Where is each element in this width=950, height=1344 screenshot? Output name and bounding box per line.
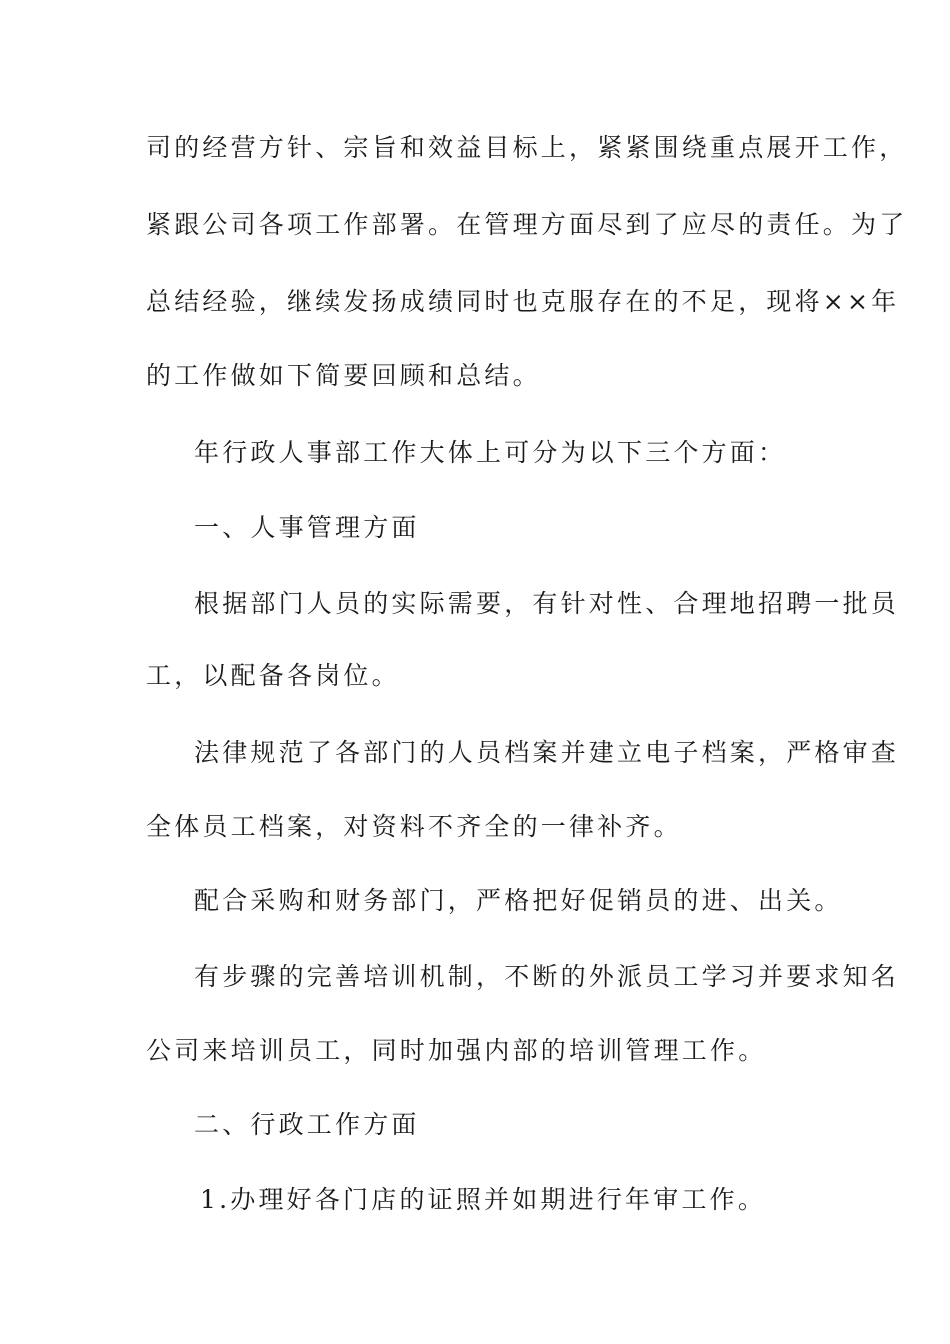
- numbered-item: 1.办理好各门店的证照并如期进行年审工作。: [200, 1185, 767, 1214]
- paragraph-line: 配合采购和财务部门，严格把好促销员的进、出关。: [194, 886, 843, 915]
- paragraph-line: 有步骤的完善培训机制，不断的外派员工学习并要求知名: [194, 962, 900, 991]
- intro-paragraph: 年行政人事部工作大体上可分为以下三个方面：: [194, 438, 787, 467]
- paragraph-line: 司的经营方针、宗旨和效益目标上，紧紧围绕重点展开工作，: [146, 133, 908, 162]
- paragraph-line: 总结经验，继续发扬成绩同时也克服存在的不足，现将××年: [146, 287, 900, 316]
- paragraph-line: 法律规范了各部门的人员档案并建立电子档案，严格审查: [194, 738, 900, 767]
- paragraph-line: 工，以配备各岗位。: [146, 661, 400, 690]
- section-heading: 二、行政工作方面: [194, 1110, 420, 1139]
- paragraph-line: 的工作做如下简要回顾和总结。: [146, 361, 541, 390]
- paragraph-line: 紧跟公司各项工作部署。在管理方面尽到了应尽的责任。为了: [146, 210, 908, 239]
- paragraph-line: 全体员工档案，对资料不齐全的一律补齐。: [146, 812, 682, 841]
- section-heading: 一、人事管理方面: [194, 513, 420, 542]
- paragraph-line: 公司来培训员工，同时加强内部的培训管理工作。: [146, 1036, 767, 1065]
- paragraph-line: 根据部门人员的实际需要，有针对性、合理地招聘一批员: [194, 589, 900, 618]
